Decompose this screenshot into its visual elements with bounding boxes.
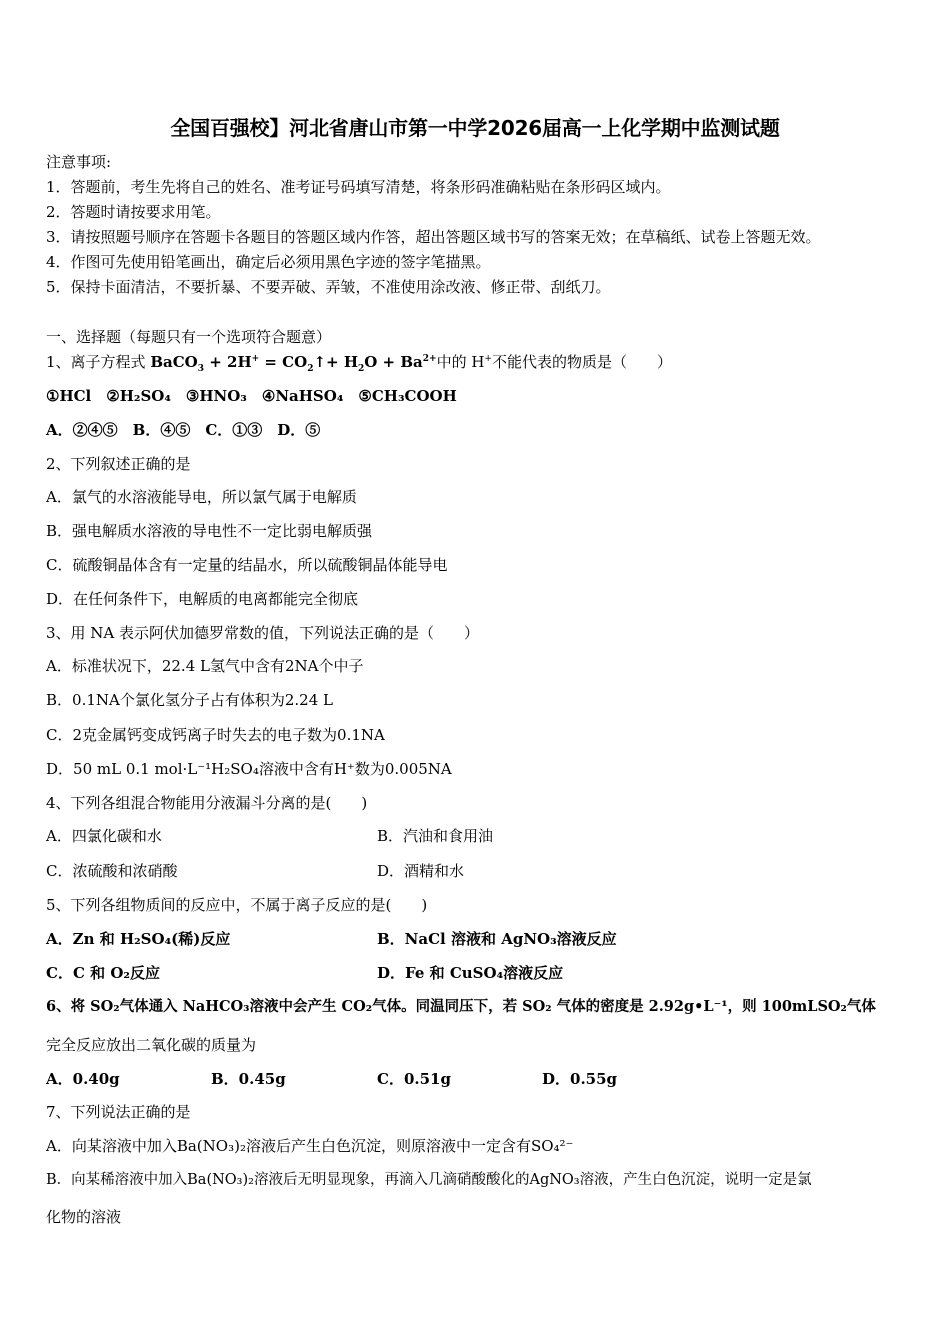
question-3-option-a: A．标准状况下，22.4 L氢气中含有2NA个中子 bbox=[46, 657, 364, 675]
question-5-option-c: C．C 和 O₂反应 bbox=[46, 964, 160, 982]
notice-item-2: 2．答题时请按要求用笔。 bbox=[46, 203, 221, 221]
question-4-option-b: B．汽油和食用油 bbox=[377, 827, 494, 845]
question-7-option-b-line-2: 化物的溶液 bbox=[46, 1208, 122, 1226]
notice-heading: 注意事项: bbox=[46, 153, 112, 171]
question-3-option-b: B．0.1NA个氯化氢分子占有体积为2.24 L bbox=[46, 691, 333, 709]
question-6-option-a: A．0.40g bbox=[46, 1070, 120, 1088]
question-6-option-c: C．0.51g bbox=[377, 1070, 451, 1088]
question-5-option-a: A．Zn 和 H₂SO₄(稀)反应 bbox=[46, 930, 231, 948]
question-6-option-b: B．0.45g bbox=[211, 1070, 286, 1088]
question-3-option-c: C．2克金属钙变成钙离子时失去的电子数为0.1NA bbox=[46, 726, 385, 744]
question-2-option-d: D．在任何条件下，电解质的电离都能完全彻底 bbox=[46, 590, 359, 608]
notice-item-5: 5．保持卡面清洁，不要折暴、不要弄破、弄皱，不准使用涂改液、修正带、刮纸刀。 bbox=[46, 278, 611, 296]
question-4-stem: 4、下列各组混合物能用分液漏斗分离的是( ) bbox=[46, 794, 368, 812]
question-7-option-a: A．向某溶液中加入Ba(NO₃)₂溶液后产生白色沉淀，则原溶液中一定含有SO₄²⁻ bbox=[46, 1137, 574, 1155]
notice-item-3: 3．请按照题号顺序在答题卡各题目的答题区域内作答，超出答题区域书写的答案无效；在草稿纸、试卷上答题无效。 bbox=[46, 228, 821, 246]
question-1-stem: 1、离子方程式 BaCO$_3$ + $2H^+ = CO_2↑+ H_2O + Ba^{2+}$中的 H+不能代表的物质是（ ） bbox=[46, 353, 672, 374]
question-4-option-c: C．浓硫酸和浓硝酸 bbox=[46, 862, 178, 880]
question-7-stem: 7、下列说法正确的是 bbox=[46, 1103, 191, 1121]
question-3-option-d: D．50 mL 0.1 mol·L⁻¹H₂SO₄溶液中含有H⁺数为0.005NA bbox=[46, 760, 452, 778]
question-2-stem: 2、下列叙述正确的是 bbox=[46, 455, 191, 473]
question-5-option-d: D．Fe 和 CuSO₄溶液反应 bbox=[377, 964, 564, 982]
question-2-option-a: A．氯气的水溶液能导电，所以氯气属于电解质 bbox=[46, 488, 357, 506]
question-4-option-d: D．酒精和水 bbox=[377, 862, 465, 880]
question-6-stem-line-1: 6、将 SO₂气体通入 NaHCO₃溶液中会产生 CO₂气体。同温同压下，若 SO₂ 气体的密度是 2.92g•L⁻¹，则 100mLSO₂气体 bbox=[46, 998, 876, 1015]
question-5-option-b: B．NaCl 溶液和 AgNO₃溶液反应 bbox=[377, 930, 617, 948]
question-5-stem: 5、下列各组物质间的反应中，不属于离子反应的是( ) bbox=[46, 896, 428, 914]
question-4-option-a: A．四氯化碳和水 bbox=[46, 827, 162, 845]
question-6-option-d: D．0.55g bbox=[542, 1070, 618, 1088]
question-1-options: A．②④⑤ B．④⑤ C．①③ D．⑤ bbox=[46, 421, 321, 439]
section-heading: 一、选择题（每题只有一个选项符合题意） bbox=[46, 328, 332, 346]
question-2-option-c: C．硫酸铜晶体含有一定量的结晶水，所以硫酸铜晶体能导电 bbox=[46, 556, 448, 574]
question-3-stem: 3、用 NA 表示阿伏加德罗常数的值，下列说法正确的是（ ） bbox=[46, 624, 480, 642]
notice-item-1: 1．答题前，考生先将自己的姓名、准考证号码填写清楚，将条形码准确粘贴在条形码区域内。 bbox=[46, 178, 671, 196]
question-6-stem-line-2: 完全反应放出二氧化碳的质量为 bbox=[46, 1036, 257, 1054]
page-title: 全国百强校】河北省唐山市第一中学2026届高一上化学期中监测试题 bbox=[170, 116, 780, 140]
notice-item-4: 4．作图可先使用铅笔画出，确定后必须用黑色字迹的签字笔描黑。 bbox=[46, 253, 491, 271]
question-2-option-b: B．强电解质水溶液的导电性不一定比弱电解质强 bbox=[46, 522, 373, 540]
question-1-substances: ①HCl ②H₂SO₄ ③HNO₃ ④NaHSO₄ ⑤CH₃COOH bbox=[46, 387, 457, 405]
question-7-option-b-line-1: B．向某稀溶液中加入Ba(NO₃)₂溶液后无明显现象，再滴入几滴硝酸酸化的AgNO₃溶液，产生白色沉淀，说明一定是氯 bbox=[46, 1172, 812, 1188]
